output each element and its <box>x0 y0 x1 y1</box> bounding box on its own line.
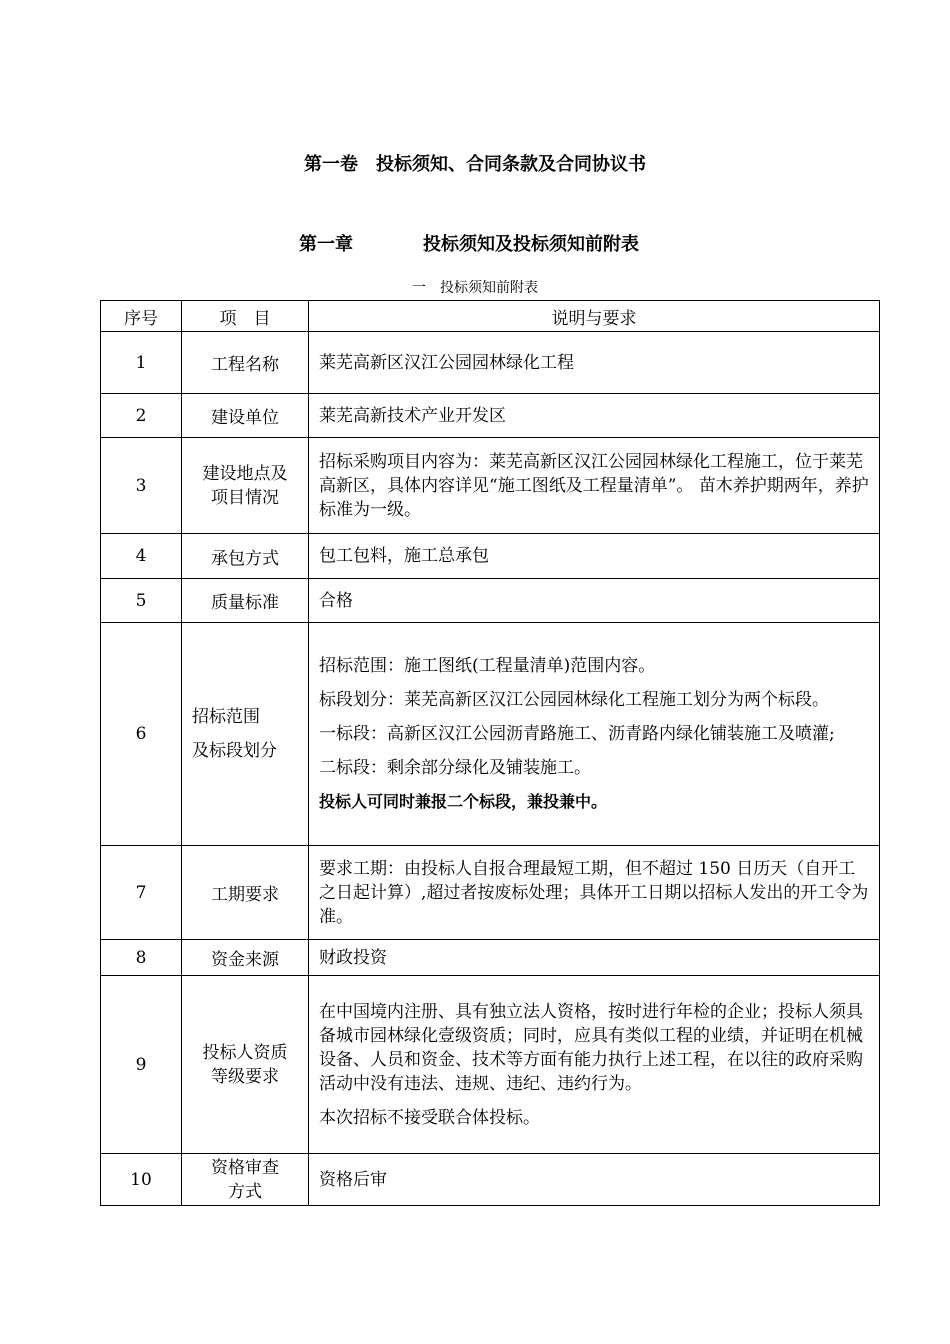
row-no: 9 <box>101 976 182 1154</box>
row-desc <box>309 976 880 1154</box>
table-row <box>101 846 880 940</box>
row-desc-para: 要求工期：由投标人自报合理最短工期，但不超过 150 日历天（自开工之日起计算）,超过者按废标处理；具体开工日期以招标人发出的开工令为准。 <box>319 858 869 927</box>
row-desc-para: 莱芜高新区汉江公园园林绿化工程 <box>319 352 574 373</box>
table-row <box>101 1154 880 1206</box>
row-desc <box>309 846 880 940</box>
row-desc-para: 招标范围：施工图纸(工程量清单)范围内容。 <box>319 656 656 676</box>
row-desc-para: 二标段：剩余部分绿化及铺装施工。 <box>319 758 591 778</box>
row-item <box>182 976 309 1154</box>
row-desc-para: 合格 <box>319 590 353 611</box>
row-desc <box>309 394 880 438</box>
row-desc-para: 招标采购项目内容为：莱芜高新区汉江公园园林绿化工程施工，位于莱芜高新区，具体内容详见“施工图纸及工程量清单”。 苗木养护期两年，养护标准为一级。 <box>319 451 869 520</box>
row-no: 3 <box>101 438 182 534</box>
row-desc <box>309 940 880 976</box>
table-row <box>101 623 880 846</box>
row-item-line: 及标段划分 <box>192 741 277 761</box>
row-no: 2 <box>101 394 182 438</box>
row-item-line: 项目情况 <box>211 487 279 508</box>
row-desc-para: 标段划分：莱芜高新区汉江公园园林绿化工程施工划分为两个标段。 <box>319 690 829 710</box>
table-row <box>101 394 880 438</box>
row-item <box>182 438 309 534</box>
header-item: 项 目 <box>182 301 309 332</box>
table-caption: 一 投标须知前附表 <box>412 280 538 296</box>
row-desc <box>309 438 880 534</box>
table-row <box>101 940 880 976</box>
table-row <box>101 332 880 394</box>
row-item-line: 投标人资质 <box>202 1042 288 1063</box>
bid-notice-table <box>100 300 880 1206</box>
row-item-line: 工期要求 <box>211 885 279 905</box>
row-item-line: 建设单位 <box>211 408 279 428</box>
row-desc-emphasis: 投标人可同时兼报二个标段，兼投兼中。 <box>319 792 608 811</box>
row-item <box>182 332 309 394</box>
header-desc: 说明与要求 <box>309 301 880 332</box>
row-desc <box>309 534 880 579</box>
chapter-title: 投标须知及投标须知前附表 <box>423 234 639 255</box>
row-item-line: 质量标准 <box>211 593 279 613</box>
row-item <box>182 579 309 623</box>
row-desc-para: 在中国境内注册、具有独立法人资格，按时进行年检的企业；投标人须具备城市园林绿化壹级资质；同时，应具有类似工程的业绩，并证明在机械设备、人员和资金、技术等方面有能力执行上述工程，在以往的政府采购活动中没有违法、违规、违纪、违约行为。 <box>319 1001 863 1094</box>
row-item <box>182 846 309 940</box>
row-no: 4 <box>101 534 182 579</box>
row-no: 8 <box>101 940 182 976</box>
row-no: 1 <box>101 332 182 394</box>
row-item-line: 等级要求 <box>211 1066 279 1087</box>
row-no: 10 <box>101 1154 182 1206</box>
table-row <box>101 438 880 534</box>
chapter-number: 第一章 <box>299 234 353 255</box>
table-row <box>101 976 880 1154</box>
row-item <box>182 940 309 976</box>
row-item-line: 承包方式 <box>211 548 279 569</box>
row-no: 6 <box>101 623 182 846</box>
row-desc-para: 一标段：高新区汉江公园沥青路施工、沥青路内绿化铺装施工及喷灌; <box>319 724 835 744</box>
row-desc <box>309 579 880 623</box>
row-item-line: 招标范围 <box>192 707 260 727</box>
row-item-line: 建设地点及 <box>202 463 288 484</box>
row-desc <box>309 1154 880 1206</box>
row-item-line: 方式 <box>228 1181 262 1202</box>
row-desc <box>309 623 880 846</box>
row-item-line: 资金来源 <box>211 950 279 970</box>
table-header-row <box>101 301 880 332</box>
table-row <box>101 534 880 579</box>
row-no: 5 <box>101 579 182 623</box>
row-item-line: 工程名称 <box>211 355 279 375</box>
header-no: 序号 <box>101 301 182 332</box>
row-desc-para: 包工包料，施工总承包 <box>319 546 489 566</box>
row-item <box>182 394 309 438</box>
row-desc <box>309 332 880 394</box>
volume-title: 第一卷 投标须知、合同条款及合同协议书 <box>304 154 646 175</box>
row-desc-para: 莱芜高新技术产业开发区 <box>319 405 506 426</box>
row-desc-para: 资格后审 <box>319 1169 387 1190</box>
row-no: 7 <box>101 846 182 940</box>
row-item <box>182 1154 309 1206</box>
table-row <box>101 579 880 623</box>
row-item <box>182 534 309 579</box>
row-desc-para: 财政投资 <box>319 947 387 968</box>
row-desc-para: 本次招标不接受联合体投标。 <box>319 1107 540 1128</box>
row-item <box>182 623 309 846</box>
row-item-line: 资格审查 <box>211 1157 279 1178</box>
